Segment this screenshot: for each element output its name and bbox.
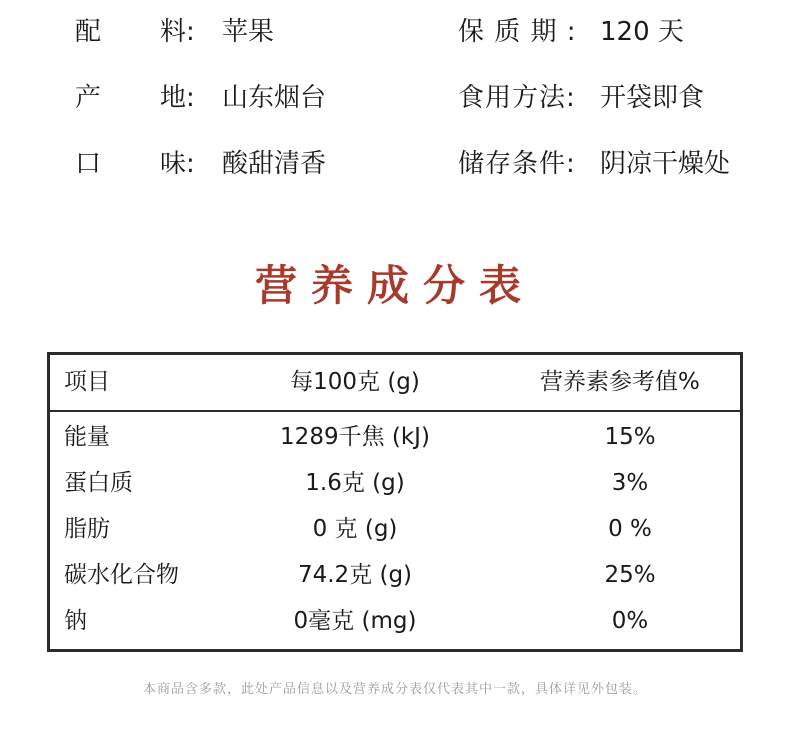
header-per-100g: 每100克 (g)	[290, 369, 420, 395]
nutrient-amount: 1289千焦 (kJ)	[280, 424, 430, 450]
nutrition-table	[47, 352, 743, 652]
nutrient-nrv: 15%	[604, 424, 656, 450]
info-row-ingredients	[0, 12, 790, 52]
info-label-char: 地:	[160, 83, 195, 113]
table-row	[50, 414, 740, 460]
nutrient-amount: 0毫克 (mg)	[293, 608, 417, 634]
info-value: 苹果	[222, 17, 275, 47]
info-value: 山东烟台	[222, 83, 327, 113]
nutrient-nrv: 25%	[604, 562, 656, 588]
table-header	[50, 355, 740, 412]
nutrient-name: 脂肪	[64, 516, 110, 542]
header-nrv: 营养素参考值%	[540, 369, 700, 395]
nutrient-name: 能量	[64, 424, 110, 450]
nutrient-name: 钠	[64, 608, 87, 634]
nutrient-name: 碳水化合物	[64, 562, 179, 588]
product-info	[0, 0, 790, 200]
nutrition-title: 营养成分表	[254, 261, 535, 310]
table-row	[50, 552, 740, 598]
info-label-char: 料:	[160, 17, 195, 47]
info-label: 储存条件:	[458, 149, 576, 179]
nutrient-amount: 74.2克 (g)	[297, 562, 413, 588]
info-row-origin	[0, 78, 790, 118]
nutrient-amount: 0 克 (g)	[312, 516, 398, 542]
info-label: 食用方法:	[458, 83, 576, 113]
nutrient-nrv: 0%	[611, 608, 649, 634]
nutrient-nrv: 3%	[611, 470, 649, 496]
info-value: 阴凉干燥处	[600, 149, 731, 179]
info-row-flavor	[0, 144, 790, 184]
header-item: 项目	[64, 369, 110, 395]
table-row	[50, 506, 740, 552]
info-label-char: 口	[75, 149, 102, 179]
table-row	[50, 598, 740, 644]
info-label-char: 味:	[160, 149, 195, 179]
nutrient-amount: 1.6克 (g)	[305, 470, 405, 496]
info-label: 保 质 期 :	[458, 17, 577, 47]
info-label-char: 产	[75, 83, 102, 113]
info-value: 120 天	[600, 17, 684, 47]
info-value: 开袋即食	[600, 83, 705, 113]
info-value: 酸甜清香	[222, 149, 327, 179]
disclaimer-note: 本商品含多款，此处产品信息以及营养成分表仅代表其中一款，具体详见外包装。	[142, 682, 647, 697]
nutrient-nrv: 0 %	[608, 516, 652, 542]
info-label-char: 配	[75, 17, 102, 47]
nutrient-name: 蛋白质	[64, 470, 133, 496]
table-row	[50, 460, 740, 506]
